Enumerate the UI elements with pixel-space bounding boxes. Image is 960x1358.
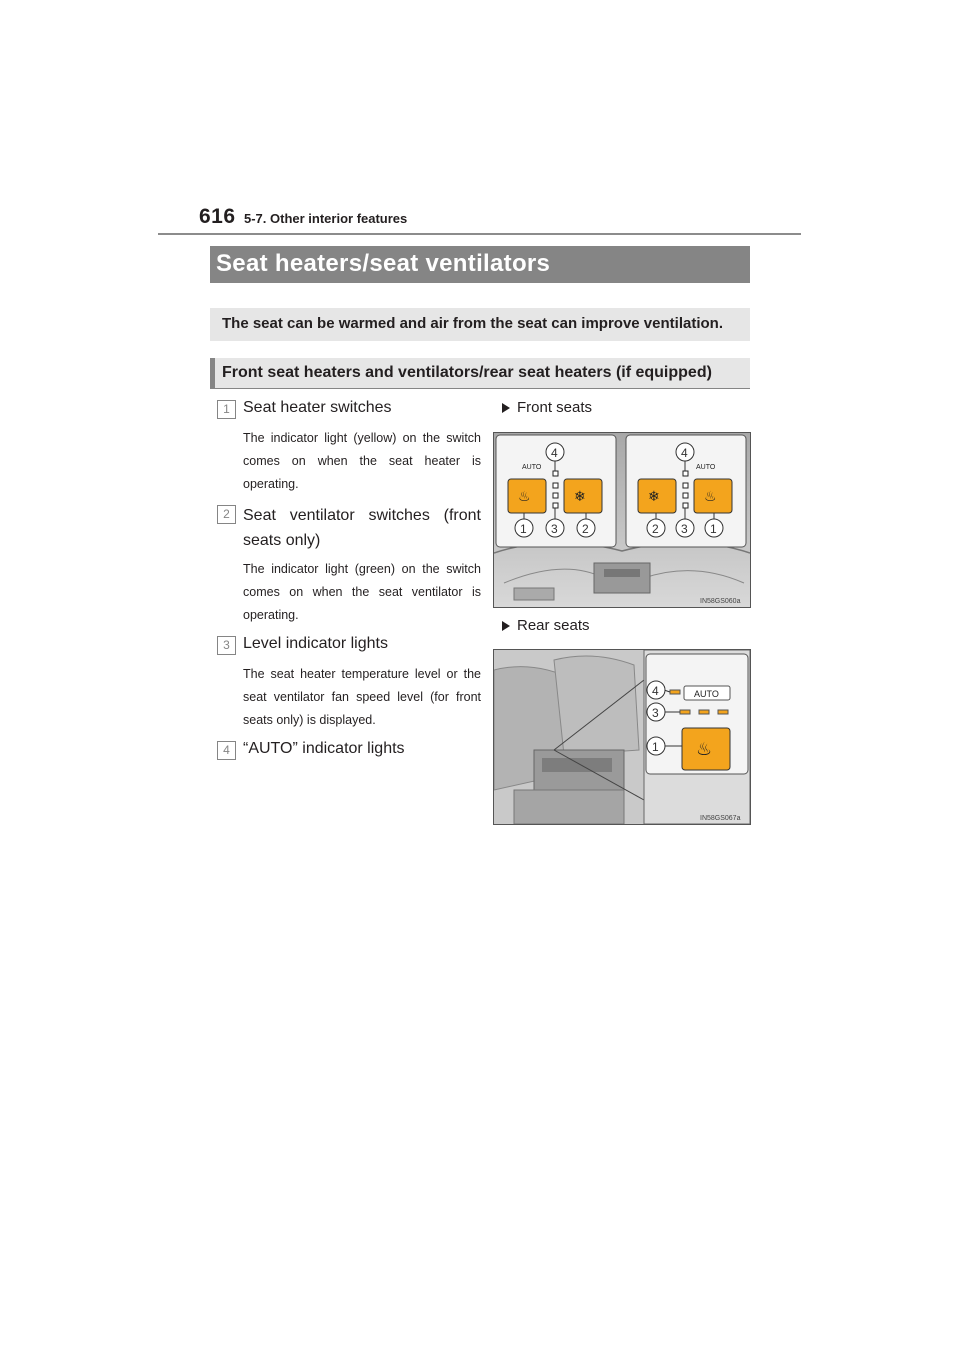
callout-number: 3 (652, 706, 659, 720)
callout-number: 1 (520, 522, 527, 536)
intro-text: The seat can be warmed and air from the seat can improve ventilation. (222, 315, 723, 332)
figure-label-front: Front seats (517, 399, 593, 416)
page-title: Seat heaters/seat ventilators (216, 250, 551, 277)
page-number: 616 (199, 205, 236, 228)
callout-number: 2 (652, 522, 659, 536)
item-title: Seat heater switches (243, 399, 392, 416)
figure-code: IN58GS067a (700, 815, 741, 822)
item-number-badge: 4 (217, 741, 236, 760)
item-number-badge: 1 (217, 400, 236, 419)
rear-seats-diagram (494, 650, 750, 824)
svg-text:♨: ♨ (518, 489, 531, 505)
item-number-badge: 3 (217, 636, 236, 655)
callout-number: 3 (681, 522, 688, 536)
auto-label: AUTO (694, 689, 719, 699)
auto-label: AUTO (696, 464, 716, 471)
front-seats-diagram (494, 433, 750, 607)
item-description: The seat heater temperature level or the seat ventilator fan speed level (for front seats only) is displayed. (243, 667, 481, 727)
subsection-underline (210, 388, 750, 389)
item-description: The indicator light (green) on the switch comes on when the seat ventilator is operating. (243, 562, 481, 622)
item-title: Level indicator lights (243, 635, 388, 652)
subsection-accent (210, 358, 215, 388)
section-reference: 5-7. Other interior features (244, 211, 408, 226)
item-number-badge: 2 (217, 505, 236, 524)
item-description: The indicator light (yellow) on the switch comes on when the seat heater is operating. (243, 431, 481, 491)
front-seats-illustration (493, 432, 751, 608)
callout-number: 1 (710, 522, 717, 536)
svg-text:♨: ♨ (696, 739, 713, 760)
callout-number: 4 (652, 684, 659, 698)
item-title: “AUTO” indicator lights (243, 740, 405, 757)
item-title: Seat ventilator switches (front seats only) (243, 507, 481, 549)
subsection-heading: Front seat heaters and ventilators/rear seat heaters (if equipped) (222, 364, 712, 381)
bullet-triangle-icon (502, 403, 510, 413)
callout-number: 1 (652, 740, 659, 754)
callout-number: 2 (582, 522, 589, 536)
svg-text:❄: ❄ (648, 489, 660, 505)
bullet-triangle-icon (502, 621, 510, 631)
figure-label-rear: Rear seats (517, 617, 590, 634)
svg-text:❄: ❄ (574, 489, 586, 505)
rear-seats-illustration (493, 649, 751, 825)
callout-number: 3 (551, 522, 558, 536)
callout-number: 4 (551, 446, 558, 460)
figure-code: IN58GS060a (700, 598, 741, 605)
callout-number: 4 (681, 446, 688, 460)
header-divider (158, 233, 801, 235)
auto-label: AUTO (522, 464, 542, 471)
svg-text:♨: ♨ (704, 489, 717, 505)
